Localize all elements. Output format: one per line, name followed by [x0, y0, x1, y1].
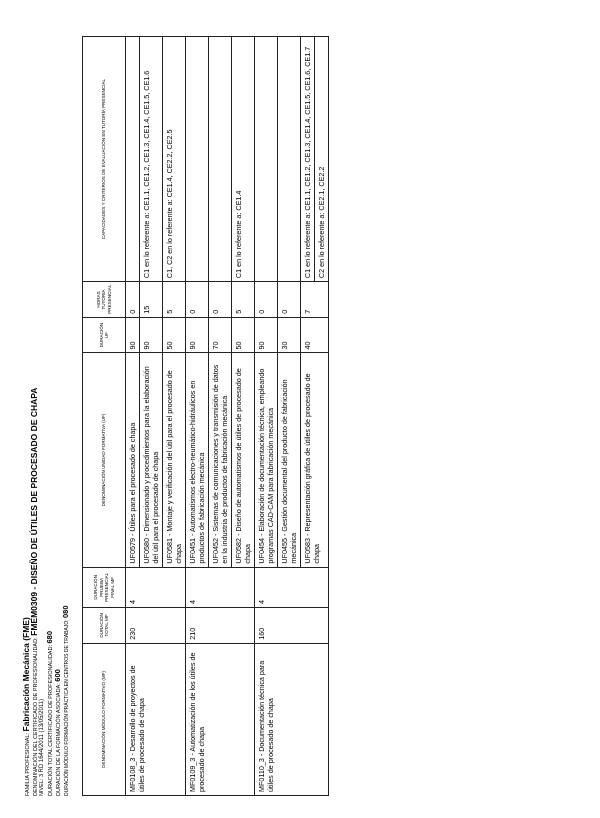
uf-cell: UF0451 - Automatismos electro-neumático-hidráulicos en productos de fabricación mecánica: [186, 353, 209, 567]
duracion-total-label: DURACIÓN TOTAL CERTIFICADO DE PROFESIONALIDAD:: [48, 645, 54, 796]
uf-horas-cell: 7: [301, 282, 329, 318]
mf-total-cell: 210: [186, 608, 255, 644]
col-header-uf: DENOMINACIÓN UNIDAD FORMATIVA (UF): [83, 353, 126, 567]
nivel-line: [38, 36, 46, 796]
col-header-prueba: DURACIÓN PRUEBA PRESENCIAL FINAL MF: [83, 567, 126, 607]
uf-duracion-cell: 50: [163, 317, 186, 353]
nivel-label: NIVEL: 3: [39, 773, 45, 796]
duracion-practicas-line: [62, 36, 70, 796]
duracion-formacion-line: [54, 36, 62, 796]
duracion-total-line: [46, 36, 54, 796]
mf-prueba-cell: 4: [186, 567, 255, 607]
col-header-total-mf: DURACIÓN TOTAL MF: [83, 608, 126, 644]
nivel-value: RD 1644/2011 (13/05/2011): [39, 698, 45, 773]
uf-duracion-cell: 90: [126, 317, 140, 353]
uf-cell: UF0452 - Sistemas de comunicaciones y transmisión de datos en la industria de productos de fabricación mecánica: [209, 353, 232, 567]
uf-duracion-cell: 50: [232, 317, 255, 353]
denominacion-line: [30, 36, 38, 796]
uf-cell: UF0581 - Montaje y verificación del útil para el procesado de chapa: [163, 353, 186, 567]
uf-capacidades-cell: [278, 37, 301, 282]
uf-cell: UF0454 - Elaboración de documentación técnica, empleando programas CAD-CAM para fabricación mecánica: [255, 353, 278, 567]
mf-total-cell: 160: [255, 608, 329, 644]
uf-cell: UF0580 - Dimensionado y procedimientos para la elaboración del útil para el procesado de chapa: [140, 353, 163, 567]
familia-label: FAMILIA PROFESIONAL:: [25, 733, 31, 796]
uf-horas-cell: 0: [209, 282, 232, 318]
table-row: [126, 37, 140, 796]
modules-table: [82, 36, 329, 796]
mf-cell: MF0109_3 - Automatización de los útiles de procesado de chapa: [186, 643, 255, 795]
uf-capacidades-cell: C1 en lo referente a: CE1.1, CE1.2, CE1.3, CE1.4, CE1.5, CE1.6, CE1.7: [301, 37, 315, 282]
denominacion-value: FMEM0309 - DISEÑO DE ÚTILES DE PROCESADO DE CHAPA: [29, 387, 39, 636]
uf-duracion-cell: 30: [278, 317, 301, 353]
mf-prueba-cell: 4: [255, 567, 329, 607]
uf-horas-cell: 5: [163, 282, 186, 318]
uf-horas-cell: 0: [186, 282, 209, 318]
uf-capacidades-cell-2: C2 en lo referente a: CE2.1, CE2.2: [315, 37, 329, 282]
uf-cell: UF0579 - Útiles para el procesado de chapa: [126, 353, 140, 567]
uf-capacidades-cell: C1 en lo referente a: CE1.1, CE1.2, CE1.3, CE1.4, CE1.5, CE1.6: [140, 37, 163, 282]
uf-cell: UF0455 - Gestión documental del producto de fabricación mecánica: [278, 353, 301, 567]
uf-capacidades-cell: [126, 37, 140, 282]
duracion-total-value: 680: [45, 630, 54, 644]
mf-cell: MF0108_3 - Desarrollo de proyectos de útiles de procesado de chapa: [126, 643, 186, 795]
uf-duracion-cell: 90: [255, 317, 278, 353]
uf-capacidades-cell: C1, C2 en lo referente a: CE1.4, CE2.2, CE2.5: [163, 37, 186, 282]
uf-capacidades-cell: [209, 37, 232, 282]
uf-horas-cell: 0: [278, 282, 301, 318]
duracion-practicas-value: 080: [61, 605, 70, 619]
col-header-mf: DENOMINACIÓN MÓDULO FORMATIVO (MF): [83, 643, 126, 795]
table-row: [255, 37, 278, 796]
mf-total-cell: 230: [126, 608, 186, 644]
mf-cell: MF0110_3 - Documentación técnica para útiles de procesado de chapa: [255, 643, 329, 795]
uf-horas-cell: 0: [255, 282, 278, 318]
mf-prueba-cell: 4: [126, 567, 186, 607]
rotated-sheet: [22, 36, 582, 796]
duracion-formacion-label: DURACIÓN DE LA FORMACIÓN ASOCIADA:: [56, 683, 62, 796]
uf-duracion-cell: 90: [186, 317, 209, 353]
uf-cell: UF0582 - Diseño de automatismos de útiles de procesado de chapa: [232, 353, 255, 567]
familia-value: Fabricación Mecánica (FME): [21, 617, 31, 732]
table-row: [186, 37, 209, 796]
uf-cell: UF0583 - Representación gráfica de útiles de procesado de chapa: [301, 353, 329, 567]
document-header: [22, 36, 70, 796]
denominacion-label: DENOMINACIÓN DEL CERTIFICADO DE PROFESIONALIDAD:: [33, 637, 39, 796]
duracion-practicas-label: DURACIÓN MÓDULO FORMACIÓN PRÁCTICA EN CENTROS DE TRABAJO:: [64, 619, 70, 796]
col-header-capacidades: CAPACIDADES Y CRITERIOS DE EVALUACIÓN EN TUTORÍA PRESENCIAL: [83, 37, 126, 282]
col-header-horas-tutoria: HORAS TUTORÍA PRESENCIAL: [83, 282, 126, 318]
duracion-formacion-value: 600: [53, 669, 62, 682]
uf-duracion-cell: 90: [140, 317, 163, 353]
uf-horas-cell: 15: [140, 282, 163, 318]
col-header-duracion-uf: DURACIÓN UF: [83, 317, 126, 353]
uf-capacidades-cell: [255, 37, 278, 282]
uf-capacidades-cell: C1 en lo referente a: CE1.4: [232, 37, 255, 282]
table-header-row: [83, 37, 126, 796]
uf-capacidades-cell: [186, 37, 209, 282]
uf-duracion-cell: 70: [209, 317, 232, 353]
uf-horas-cell: 0: [126, 282, 140, 318]
uf-horas-cell: 5: [232, 282, 255, 318]
uf-duracion-cell: 40: [301, 317, 329, 353]
